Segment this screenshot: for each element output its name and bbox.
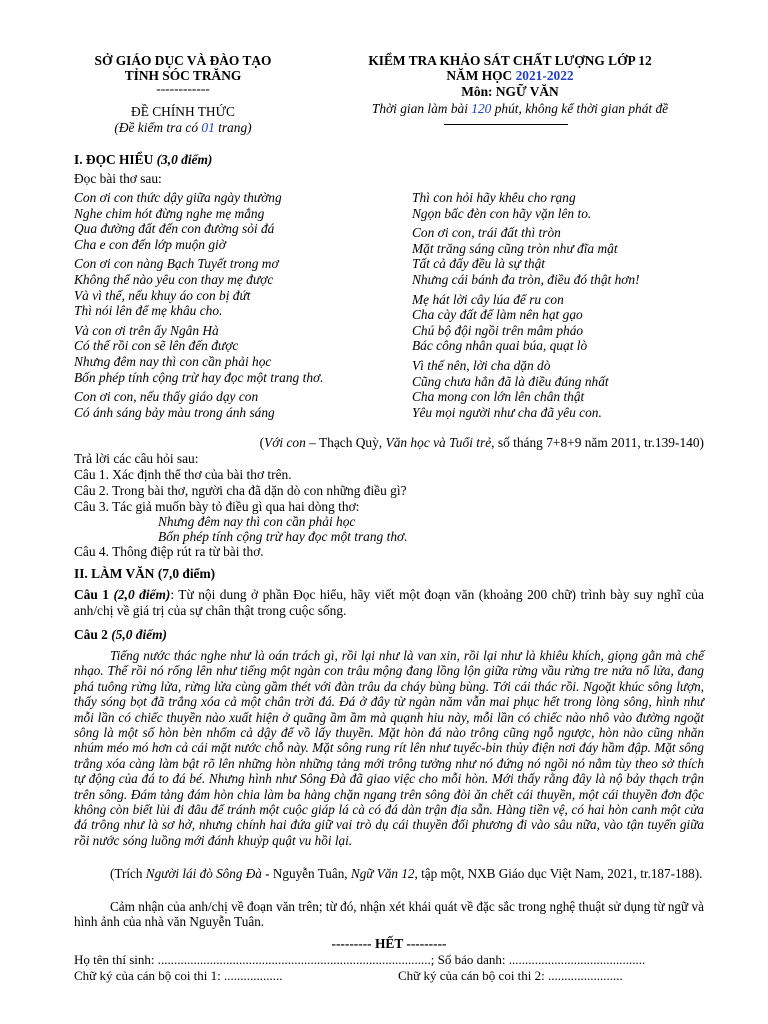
stanza <box>74 256 394 318</box>
invigilator-2-signature: Chữ ký của cán bộ coi thi 2: ....................... <box>398 968 623 983</box>
poem-left-column <box>74 190 394 420</box>
poem-line: Thì con hỏi hãy khêu cho rạng <box>412 190 576 205</box>
essay-task: Cảm nhận của anh/chị về đoạn văn trên; từ đó, nhận xét khái quát về đặc sắc trong nghệ thuật sử dụng từ ngữ và hình ảnh của nhà văn Nguyễn Tuân. <box>74 899 704 930</box>
poem-line: Con ơi con, nếu thấy giáo dạy con <box>74 389 259 405</box>
end-marker: --------- HẾT --------- <box>331 936 447 951</box>
time-allowed: Thời gian làm bài 120 phút, không kể thời gian phát đề <box>371 101 669 116</box>
province-name: TỈNH SÓC TRĂNG <box>124 68 242 83</box>
stanza <box>412 358 712 420</box>
poem-line: Cha cày đất để làm nên hạt gạo <box>412 307 583 323</box>
stanza <box>74 323 394 385</box>
invigilator-1-signature: Chữ ký của cán bộ coi thi 1: .................. <box>74 968 283 983</box>
question-4: Câu 4. Thông điệp rút ra từ bài thơ. <box>74 544 264 559</box>
poem-line: Nhưng cái bánh đa tròn, điều đó thật hơn! <box>412 271 640 287</box>
question-2: Câu 2. Trong bài thơ, người cha đã dặn dò con những điều gì? <box>74 483 407 498</box>
poem-line: Bốn phép tính cộng trừ hay đọc một trang thơ. <box>74 369 324 385</box>
part1-heading: I. ĐỌC HIỂU (3,0 điểm) <box>74 152 213 167</box>
essay-question-2-label: Câu 2 (5,0 điểm) <box>74 627 167 642</box>
poem-line: Và vì thế, nếu khuy áo con bị đứt <box>74 287 251 303</box>
poem-line: Không thể nào yêu con thay mẹ được <box>74 271 274 287</box>
page-count-note: (Đề kiểm tra có 01 trang) <box>114 120 252 135</box>
stanza <box>412 190 712 221</box>
header-dashes: ------------ <box>156 81 210 96</box>
poem-line: Yêu mọi người như cha đã yêu con. <box>412 404 602 420</box>
subject: Môn: NGỮ VĂN <box>461 84 559 99</box>
essay-question-1: Câu 1 (2,0 điểm): Từ nội dung ở phần Đọc hiểu, hãy viết một đoạn văn (khoảng 200 chữ) trình bày suy nghĩ của anh/chị về giá trị của sự chân thật trong cuộc sống. <box>74 587 704 618</box>
poem-line: Nhưng đêm nay thì con cần phải học <box>74 353 272 369</box>
quoted-line-2: Bốn phép tính cộng trừ hay đọc một trang thơ. <box>158 529 408 544</box>
school-year: NĂM HỌC 2021-2022 <box>446 68 574 83</box>
poem-line: Và con ơi trên ấy Ngân Hà <box>74 322 219 338</box>
poem-line: Cũng chưa hẳn đã là điều đúng nhất <box>412 373 609 389</box>
excerpt-passage: Tiếng nước thác nghe như là oán trách gì, rồi lại như là van xin, rồi lại như là khiêu khích, giọng gằn mà chế nhạo. Thế rồi nó rống lên như tiếng một ngàn con trâu mộng đang lồng lộn giữa rừng vầu rừng tre nứa nổ lửa, đang phá tuông rừng lửa, rừng lửa cùng gầm thét với đàn trâu da cháy bùng bùng. Tới cái thác rồi. Ngoặt khúc sông lượn, thấy sóng bọt đã trắng xóa cả một chân trời đá. Đá ở đây từ ngàn năm vẫn mai phục hết trong lòng sông, hình như mỗi lần có chiếc thuyền nào xuất hiện ở quãng ầm ầm mà quạnh hiu này, mỗi lần có chiếc nào nhô vào đường ngoặt sông là một số hòn bèn nhổm cả dậy để vồ lấy thuyền. Mặt hòn đá nào trông cũng ngỗ ngược, hòn nào cũng nhăn nhúm méo mó hơn cả cái mặt nước chỗ này. Mặt sông rung rít lên như tuyếc-bin thủy điện nơi đáy hầm đập. Mặt sông trắng xóa càng làm bật rõ lên những hòn những tảng mới trông tưởng như nó đứng nó ngồi nó nằm tùy theo sở thích tự động của đá to đá bé. Nhưng hình như Sông Đà đã giao việc cho mỗi hòn. Mới thấy rằng đây là nộ bảy thạch trận trên sông. Đám tảng đám hòn chia làm ba hàng chặn ngang trên sông đòi ăn chết cái thuyền, một cái thuyền đơn độc không còn biết lùi đi đâu để tránh một cuộc giáp lá cà có đá dàn trận địa sẵn. Hàng tiền vệ, có hai hòn canh một cửa đá trông như là sơ hở, nhưng chính hai đứa giữ vai trò dụ cái thuyền đối phương đi vào sâu nữa, vào tận tuyến giữa rồi nước sóng luồng mới đánh khuỷp quật vu hồi lại. <box>74 648 704 848</box>
stanza <box>412 292 712 354</box>
poem-line: Nghe chim hót đừng nghe mẹ mắng <box>74 205 265 221</box>
department-name: SỞ GIÁO DỤC VÀ ĐÀO TẠO <box>94 53 272 68</box>
poem-line: Có ánh sáng bảy màu trong ánh sáng <box>74 404 275 420</box>
header-underline <box>444 124 568 125</box>
poem-right-column <box>412 190 712 420</box>
candidate-info-line: Họ tên thí sinh: ....................................................................................; Số báo danh: .......................................... <box>74 952 646 967</box>
poem-line: Thì nói lên để mẹ khâu cho. <box>74 303 223 319</box>
question-3: Câu 3. Tác giả muốn bày tỏ điều gì qua hai dòng thơ: <box>74 499 360 514</box>
question-1: Câu 1. Xác định thể thơ của bài thơ trên. <box>74 467 292 482</box>
poem-line: Vì thế nên, lời cha dặn dò <box>412 357 551 373</box>
stanza <box>74 389 394 420</box>
poem-line: Con ơi con, trái đất thì tròn <box>412 225 561 241</box>
poem-line: Bác công nhân quai búa, quạt lò <box>412 338 588 354</box>
poem-line: Con ơi con thức dậy giữa ngày thường <box>74 190 282 205</box>
stanza <box>412 225 712 287</box>
poem-line: Qua đường đất đến con đường sỏi đá <box>74 221 275 237</box>
poem-intro: Đọc bài thơ sau: <box>74 171 162 186</box>
official-label: ĐỀ CHÍNH THỨC <box>131 104 235 119</box>
poem-line: Cha e con đến lớp muộn giờ <box>74 236 226 252</box>
poem-line: Mặt trăng sáng cũng tròn như đĩa mật <box>412 240 618 256</box>
stanza <box>74 190 394 252</box>
answer-intro: Trả lời các câu hỏi sau: <box>74 451 199 466</box>
part2-heading: II. LÀM VĂN (7,0 điểm) <box>74 566 216 581</box>
poem-line: Tất cả đấy đều là sự thật <box>412 256 546 272</box>
poem-source: (Với con – Thạch Quỳ, Văn học và Tuổi trẻ, số tháng 7+8+9 năm 2011, tr.139-140) <box>259 435 704 450</box>
poem-line: Có thể rồi con sẽ lên đến được <box>74 338 239 354</box>
poem-line: Chú bộ đội ngồi trên mâm pháo <box>412 322 584 338</box>
quoted-line-1: Nhưng đêm nay thì con cần phải học <box>158 514 356 529</box>
poem-line: Ngọn bấc đèn con hãy vặn lên to. <box>412 205 592 221</box>
exam-title: KIỂM TRA KHẢO SÁT CHẤT LƯỢNG LỚP 12 <box>368 53 652 68</box>
poem-line: Cha mong con lớn lên chân thật <box>412 389 585 405</box>
excerpt-citation: (Trích Người lái đò Sông Đà - Nguyễn Tuân, Ngữ Văn 12, tập một, NXB Giáo dục Việt Nam, 2021, tr.187-188). <box>110 866 703 881</box>
poem-line: Mẹ hát lời cây lúa để ru con <box>412 291 564 307</box>
poem-line: Con ơi con nàng Bạch Tuyết trong mơ <box>74 256 279 272</box>
